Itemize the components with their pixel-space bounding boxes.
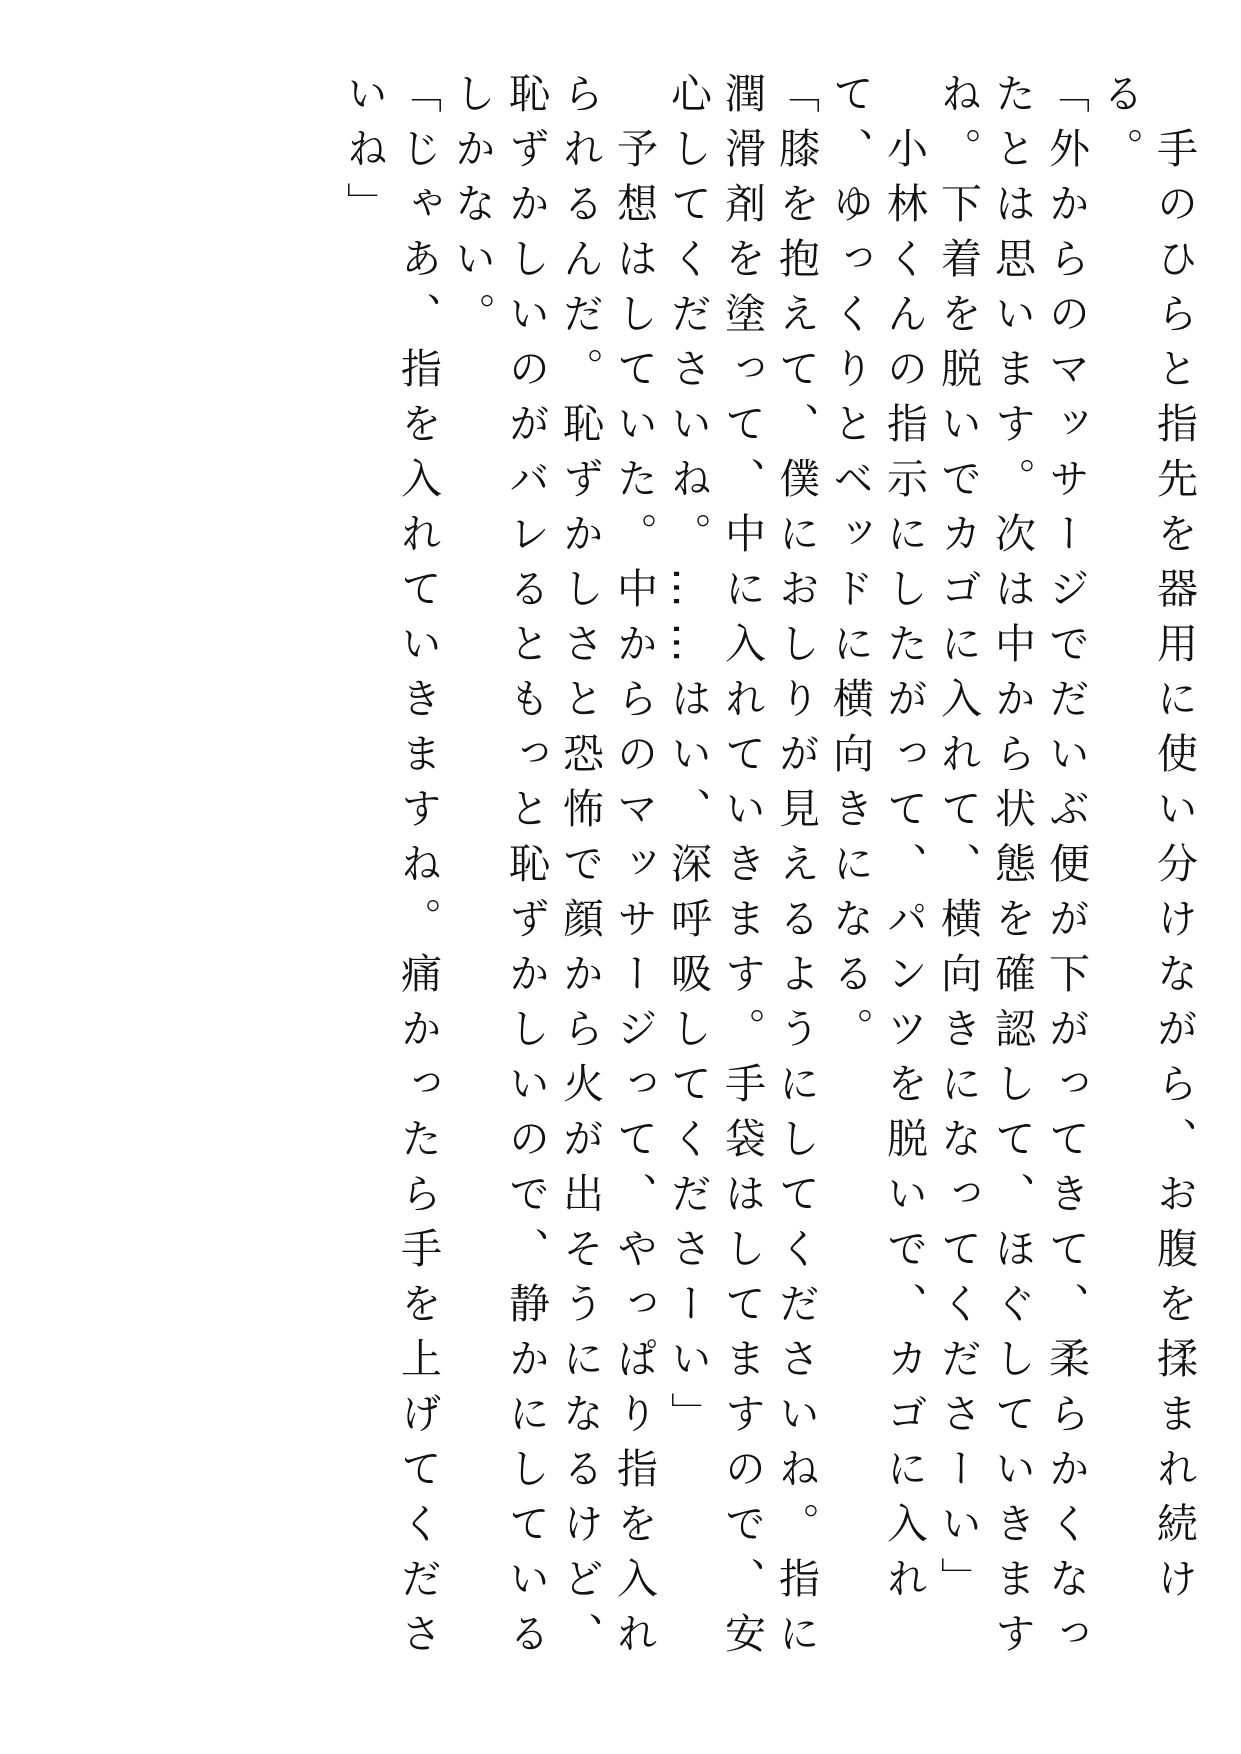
vertical-text-body <box>26 72 1201 1712</box>
paragraph: 予想はしていた。中からのマッサージって、やっぱり指を入れられるんだ。恥ずかしさと恐怖で顔から火が出そうになるけど、恥ずかしいのがバレるともっと恥ずかしいので、静かにしているしかない。 <box>448 72 658 1667</box>
dialogue-paragraph: 「じゃあ、指を入れていきますね。痛かったら手を上げてくださいね」 <box>340 72 442 1667</box>
paragraph: 手のひらと指先を器用に使い分けながら、お腹を揉まれ続ける。 <box>1096 72 1198 1612</box>
dialogue-paragraph: 「外からのマッサージでだいぶ便が下がってきて、柔らかくなったとは思います。次は中から状態を確認して、ほぐしていきますね。下着を脱いでカゴに入れて、横向きになってくださーい」 <box>934 72 1090 1667</box>
dialogue-paragraph: 「膝を抱えて、僕におしりが見えるようにしてくださいね。指に潤滑剤を塗って、中に入れていきます。手袋はしてますので、安心してくださいね。……はい、深呼吸してくださーい」 <box>664 72 820 1667</box>
paragraph: 小林くんの指示にしたがって、パンツを脱いで、カゴに入れて、ゆっくりとベッドに横向きになる。 <box>826 72 928 1612</box>
